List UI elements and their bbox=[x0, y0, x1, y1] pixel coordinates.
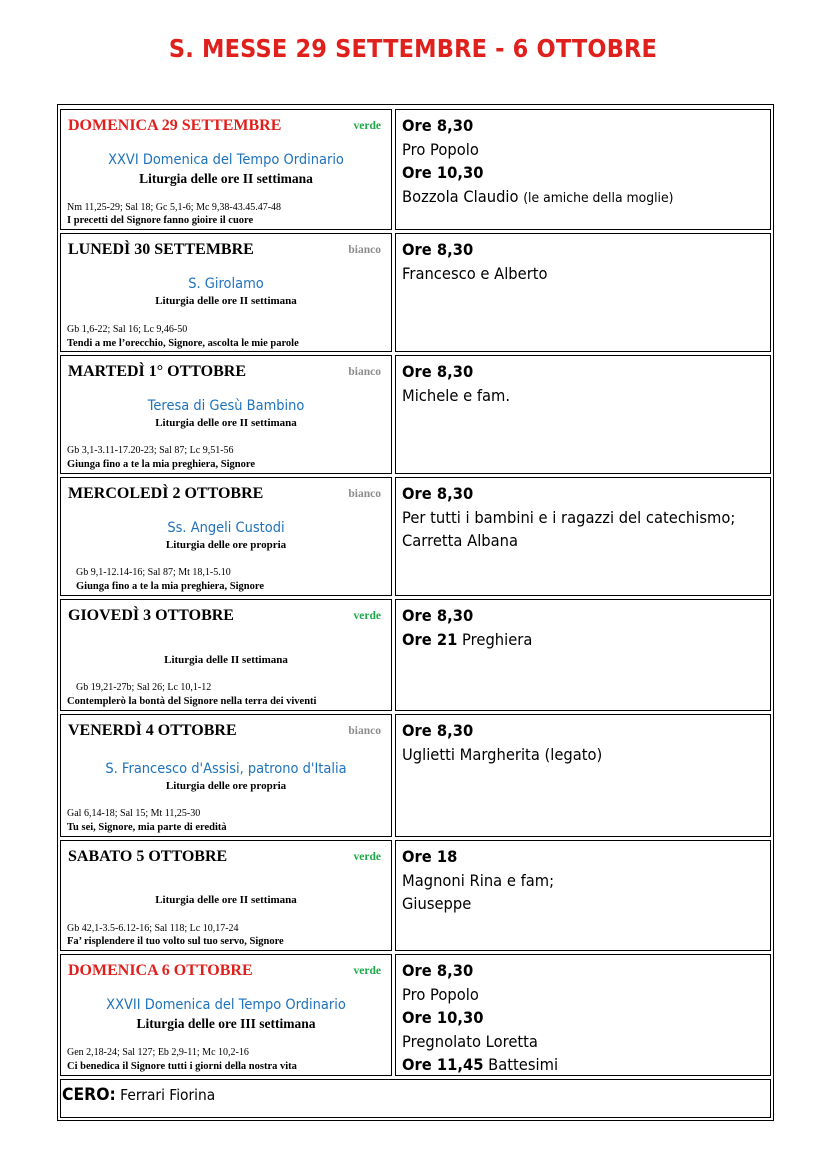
day-liturgy: Liturgia delle ore propria bbox=[165, 780, 287, 792]
mass-list bbox=[402, 604, 532, 651]
mass-cell-2 bbox=[395, 233, 771, 352]
day-readings: Gb 1,6-22; Sal 16; Lc 9,46-50 bbox=[67, 324, 188, 335]
mass-time: Ore 8,30 bbox=[402, 240, 474, 259]
mass-cell-1 bbox=[395, 109, 771, 230]
mass-time: Ore 8,30 bbox=[402, 606, 474, 625]
day-name: MERCOLEDÌ 2 OTTOBRE bbox=[68, 485, 264, 502]
day-readings: Nm 11,25-29; Sal 18; Gc 5,1-6; Mc 9,38-43.45.47-48 bbox=[67, 202, 282, 213]
mass-cell-7 bbox=[395, 840, 771, 951]
day-name: LUNEDÌ 30 SETTEMBRE bbox=[68, 241, 254, 258]
mass-time: Ore 8,30 bbox=[402, 362, 474, 381]
day-psalm: Fa’ risplendere il tuo volto sul tuo servo, Signore bbox=[67, 936, 284, 947]
mass-list bbox=[402, 114, 673, 210]
day-feast: Teresa di Gesù Bambino bbox=[147, 398, 305, 414]
day-liturgy: Liturgia delle ore II settimana bbox=[139, 171, 313, 186]
day-psalm: Giunga fino a te la mia preghiera, Signore bbox=[76, 581, 265, 592]
day-psalm: Tu sei, Signore, mia parte di eredità bbox=[67, 822, 227, 833]
mass-time: Ore 8,30 bbox=[402, 961, 474, 980]
mass-list bbox=[402, 959, 558, 1077]
mass-list bbox=[402, 482, 735, 553]
day-name: SABATO 5 OTTOBRE bbox=[68, 848, 228, 865]
day-feast: XXVII Domenica del Tempo Ordinario bbox=[106, 997, 346, 1013]
day-liturgy: Liturgia delle II settimana bbox=[164, 654, 288, 666]
day-feast: S. Girolamo bbox=[188, 276, 264, 292]
day-name: MARTEDÌ 1° OTTOBRE bbox=[68, 363, 247, 380]
mass-time: Ore 10,30 bbox=[402, 1008, 484, 1028]
day-cell-3 bbox=[60, 355, 392, 474]
day-cell-5 bbox=[60, 599, 392, 711]
mass-intention: Uglietti Margherita (legato) bbox=[402, 744, 603, 764]
mass-list bbox=[402, 238, 548, 285]
day-liturgy: Liturgia delle ore II settimana bbox=[155, 295, 297, 307]
day-readings: Gen 2,18-24; Sal 127; Eb 2,9-11; Mc 10,2-16 bbox=[67, 1047, 249, 1058]
day-cell-7 bbox=[60, 840, 392, 951]
mass-time: Ore 8,30 bbox=[402, 116, 474, 135]
mass-time: Ore 8,30 bbox=[402, 721, 474, 740]
cero-name: Ferrari Fiorina bbox=[120, 1086, 216, 1104]
day-cell-1 bbox=[60, 109, 392, 230]
day-liturgy: Liturgia delle ore II settimana bbox=[155, 417, 297, 429]
mass-cell-8 bbox=[395, 954, 771, 1076]
day-cell-8 bbox=[60, 954, 392, 1076]
mass-intention: Pro Popolo bbox=[402, 139, 479, 159]
day-name: GIOVEDÌ 3 OTTOBRE bbox=[68, 607, 234, 624]
liturgical-color: verde bbox=[353, 610, 381, 622]
liturgical-color: verde bbox=[353, 120, 381, 132]
mass-list bbox=[402, 845, 554, 916]
mass-intention: Giuseppe bbox=[402, 894, 472, 914]
day-liturgy: Liturgia delle ore propria bbox=[165, 539, 287, 551]
liturgical-color: bianco bbox=[348, 366, 381, 378]
liturgical-color: bianco bbox=[348, 488, 381, 500]
day-cell-2 bbox=[60, 233, 392, 352]
day-psalm: Tendi a me l’orecchio, Signore, ascolta le mie parole bbox=[67, 338, 299, 349]
mass-intention: Carretta Albana bbox=[402, 531, 518, 551]
mass-time: Ore 11,45 bbox=[402, 1055, 484, 1075]
mass-intention: Pro Popolo bbox=[402, 984, 479, 1004]
day-name: DOMENICA 6 OTTOBRE bbox=[68, 962, 253, 979]
day-liturgy: Liturgia delle ore II settimana bbox=[155, 894, 297, 906]
day-feast: S. Francesco d'Assisi, patrono d'Italia bbox=[105, 761, 347, 777]
cero-label: CERO: bbox=[62, 1085, 116, 1105]
page-title: S. MESSE 29 SETTEMBRE - 6 OTTOBRE bbox=[168, 34, 658, 63]
mass-intention: Michele e fam. bbox=[402, 385, 511, 405]
day-cell-6 bbox=[60, 714, 392, 837]
cero-line bbox=[62, 1085, 215, 1105]
day-readings: Gb 3,1-3.11-17.20-23; Sal 87; Lc 9,51-56 bbox=[67, 445, 234, 456]
mass-cell-3 bbox=[395, 355, 771, 474]
liturgical-color: verde bbox=[353, 965, 381, 977]
day-readings: Gb 9,1-12.14-16; Sal 87; Mt 18,1-5.10 bbox=[76, 567, 231, 578]
day-readings: Gal 6,14-18; Sal 15; Mt 11,25-30 bbox=[67, 808, 201, 819]
mass-time: Ore 8,30 bbox=[402, 484, 474, 503]
day-psalm: Ci benedica il Signore tutti i giorni della nostra vita bbox=[67, 1061, 297, 1072]
day-feast: XXVI Domenica del Tempo Ordinario bbox=[108, 152, 344, 168]
mass-intention: Per tutti i bambini e i ragazzi del catechismo; bbox=[402, 507, 736, 527]
mass-time: Ore 21 bbox=[402, 629, 458, 649]
mass-cell-4 bbox=[395, 477, 771, 596]
mass-list bbox=[402, 360, 510, 407]
mass-intention: Bozzola Claudio bbox=[402, 186, 519, 206]
mass-intention: Pregnolato Loretta bbox=[402, 1031, 538, 1051]
mass-list bbox=[402, 719, 602, 766]
liturgical-color: bianco bbox=[348, 725, 381, 737]
day-liturgy: Liturgia delle ore III settimana bbox=[136, 1016, 316, 1031]
mass-cell-6 bbox=[395, 714, 771, 837]
mass-note: (le amiche della moglie) bbox=[523, 189, 674, 206]
mass-intention: Preghiera bbox=[462, 629, 533, 649]
liturgical-color: bianco bbox=[348, 244, 381, 256]
day-cell-4 bbox=[60, 477, 392, 596]
day-psalm: I precetti del Signore fanno gioire il cuore bbox=[67, 215, 254, 226]
mass-time: Ore 18 bbox=[402, 847, 458, 866]
mass-time: Ore 10,30 bbox=[402, 163, 484, 183]
mass-intention: Battesimi bbox=[488, 1055, 559, 1075]
mass-intention: Francesco e Alberto bbox=[402, 263, 548, 283]
day-psalm: Giunga fino a te la mia preghiera, Signore bbox=[67, 459, 256, 470]
liturgical-color: verde bbox=[353, 851, 381, 863]
day-psalm: Contemplerò la bontà del Signore nella terra dei viventi bbox=[67, 696, 317, 707]
day-feast: Ss. Angeli Custodi bbox=[167, 520, 285, 536]
day-name: VENERDÌ 4 OTTOBRE bbox=[68, 722, 237, 739]
day-readings: Gb 19,21-27b; Sal 26; Lc 10,1-12 bbox=[76, 682, 212, 693]
mass-intention: Magnoni Rina e fam; bbox=[402, 870, 555, 890]
day-readings: Gb 42,1-3.5-6.12-16; Sal 118; Lc 10,17-24 bbox=[67, 923, 239, 934]
mass-cell-5 bbox=[395, 599, 771, 711]
day-name: DOMENICA 29 SETTEMBRE bbox=[68, 117, 282, 134]
